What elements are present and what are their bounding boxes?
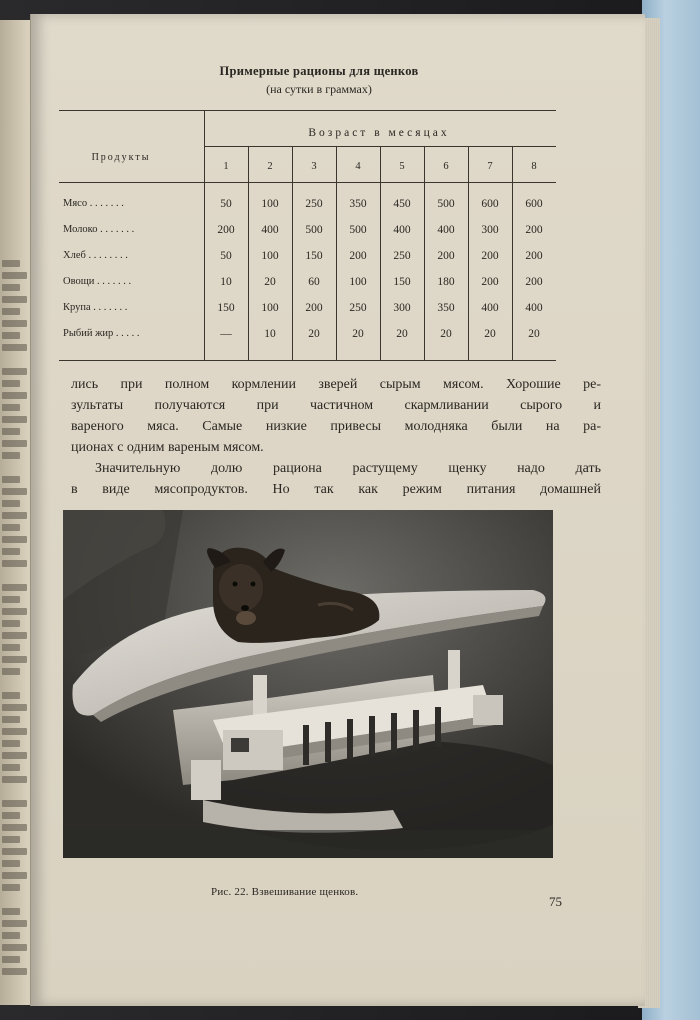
table-cell: 200 bbox=[217, 224, 235, 236]
puppy-weighing-photo bbox=[63, 510, 553, 858]
table-cell: 100 bbox=[261, 198, 279, 210]
left-page-text-fragment bbox=[2, 884, 20, 891]
table-cell: 10 bbox=[264, 328, 276, 340]
header-bottom-rule bbox=[59, 182, 556, 183]
table-cell: 10 bbox=[220, 276, 232, 288]
text-line: лись при полном кормлении зверей сырым мясом. Хорошие ре- bbox=[71, 377, 601, 392]
book-page bbox=[30, 14, 645, 1006]
age-column-header: 6 bbox=[443, 161, 449, 172]
table-cell: 200 bbox=[525, 276, 543, 288]
table-cell: 400 bbox=[393, 224, 411, 236]
left-page-text-fragment bbox=[2, 620, 20, 627]
left-page-text-fragment bbox=[2, 416, 27, 423]
left-page-text-fragment bbox=[2, 560, 27, 567]
page-number: 75 bbox=[549, 894, 562, 909]
text-line: Значительную долю рациона растущему щенку надо дать bbox=[95, 461, 601, 476]
paragraph-2 bbox=[71, 458, 601, 500]
left-page-text-fragment bbox=[2, 476, 20, 483]
age-column-header: 2 bbox=[267, 161, 273, 172]
left-page-text-fragment bbox=[2, 860, 20, 867]
table-cell: 20 bbox=[440, 328, 452, 340]
age-column-header: 4 bbox=[355, 161, 361, 172]
left-page-text-fragment bbox=[2, 956, 20, 963]
table-cell: 200 bbox=[481, 276, 499, 288]
left-page-text-fragment bbox=[2, 428, 20, 435]
product-label: Хлеб . . . . . . . . bbox=[63, 250, 128, 261]
left-page-text-fragment bbox=[2, 308, 20, 315]
table-cell: 500 bbox=[437, 198, 455, 210]
left-page-text-fragment bbox=[2, 296, 27, 303]
table-cell: 20 bbox=[484, 328, 496, 340]
product-label: Овощи . . . . . . . bbox=[63, 276, 132, 287]
left-page-text-fragment bbox=[2, 392, 27, 399]
table-cell: 350 bbox=[349, 198, 367, 210]
puppy-on-scale-illustration bbox=[63, 510, 553, 858]
left-page-text-fragment bbox=[2, 812, 20, 819]
table-cell: 250 bbox=[349, 302, 367, 314]
left-page-text-fragment bbox=[2, 644, 20, 651]
table-cell: 60 bbox=[308, 276, 320, 288]
table-cell: 300 bbox=[393, 302, 411, 314]
age-header: Возраст в месяцах bbox=[308, 127, 450, 139]
left-page-text-fragment bbox=[2, 452, 20, 459]
left-page-text-fragment bbox=[2, 944, 27, 951]
products-header: Продукты bbox=[91, 152, 151, 163]
table-cell: 400 bbox=[437, 224, 455, 236]
paragraph-1 bbox=[71, 374, 601, 458]
left-page-text-fragment bbox=[2, 872, 27, 879]
table-cell: — bbox=[220, 328, 232, 340]
product-label: Крупа . . . . . . . bbox=[63, 302, 128, 313]
left-page-text-fragment bbox=[2, 728, 27, 735]
text-line: в виде мясопродуктов. Но так как режим питания домашней bbox=[71, 482, 601, 497]
left-page-text-fragment bbox=[2, 632, 27, 639]
table-cell: 50 bbox=[220, 250, 232, 262]
left-page-text-fragment bbox=[2, 800, 27, 807]
table-title: Примерные рационы для щенков bbox=[219, 64, 419, 78]
left-page-text-fragment bbox=[2, 584, 27, 591]
product-label: Рыбий жир . . . . . bbox=[63, 328, 140, 339]
left-page-text-fragment bbox=[2, 704, 27, 711]
left-page-text-fragment bbox=[2, 668, 20, 675]
table-cell: 200 bbox=[525, 224, 543, 236]
table-cell: 200 bbox=[525, 250, 543, 262]
product-label: Мясо . . . . . . . bbox=[63, 198, 124, 209]
left-page-text-fragment bbox=[2, 524, 20, 531]
table-cell: 500 bbox=[349, 224, 367, 236]
left-page-text-fragment bbox=[2, 692, 20, 699]
left-page-text-fragment bbox=[2, 656, 27, 663]
table-cell: 250 bbox=[393, 250, 411, 262]
table-cell: 100 bbox=[261, 250, 279, 262]
left-page-text-fragment bbox=[2, 536, 27, 543]
age-column-header: 3 bbox=[311, 161, 317, 172]
left-page-text-fragment bbox=[2, 404, 20, 411]
table-cell: 600 bbox=[481, 198, 499, 210]
table-cell: 200 bbox=[481, 250, 499, 262]
age-column-header: 5 bbox=[399, 161, 405, 172]
table-cell: 600 bbox=[525, 198, 543, 210]
table-cell: 200 bbox=[305, 302, 323, 314]
left-page-text-fragment bbox=[2, 488, 27, 495]
table-cell: 450 bbox=[393, 198, 411, 210]
left-page-text-fragment bbox=[2, 908, 20, 915]
text-line: зультаты получаются при частичном скармливании сырого и bbox=[71, 398, 601, 413]
table-cell: 400 bbox=[261, 224, 279, 236]
left-page-text-fragment bbox=[2, 320, 27, 327]
left-page-text-fragment bbox=[2, 332, 20, 339]
table-cell: 250 bbox=[305, 198, 323, 210]
table-cell: 100 bbox=[349, 276, 367, 288]
text-line: вареного мяса. Самые низкие привесы молодняка были на ра- bbox=[71, 419, 601, 434]
age-column-header: 1 bbox=[223, 161, 229, 172]
left-page-text-fragment bbox=[2, 836, 20, 843]
left-page-text-fragment bbox=[2, 596, 20, 603]
left-page-text-fragment bbox=[2, 716, 20, 723]
table-cell: 20 bbox=[352, 328, 364, 340]
table-subtitle: (на сутки в граммах) bbox=[266, 82, 372, 96]
table-cell: 300 bbox=[481, 224, 499, 236]
table-cell: 20 bbox=[308, 328, 320, 340]
left-page-text-fragment bbox=[2, 548, 20, 555]
table-cell: 200 bbox=[437, 250, 455, 262]
left-page-text-fragment bbox=[2, 440, 27, 447]
table-cell: 150 bbox=[305, 250, 323, 262]
left-page-text-fragment bbox=[2, 284, 20, 291]
table-bottom-rule bbox=[59, 360, 556, 361]
left-page-text-fragment bbox=[2, 740, 20, 747]
age-column-header: 7 bbox=[487, 161, 493, 172]
left-page-text-fragment bbox=[2, 344, 27, 351]
left-page-text-fragment bbox=[2, 932, 20, 939]
table-cell: 180 bbox=[437, 276, 455, 288]
table-top-rule bbox=[59, 110, 556, 111]
table-cell: 50 bbox=[220, 198, 232, 210]
left-page-text-fragment bbox=[2, 260, 20, 267]
left-page-text-fragment bbox=[2, 368, 27, 375]
table-cell: 150 bbox=[217, 302, 235, 314]
table-cell: 20 bbox=[528, 328, 540, 340]
left-page-text-fragment bbox=[2, 512, 27, 519]
left-page-text-fragment bbox=[2, 920, 27, 927]
table-cell: 20 bbox=[396, 328, 408, 340]
table-cell: 20 bbox=[264, 276, 276, 288]
left-page-text-fragment bbox=[2, 608, 27, 615]
left-page-text-fragment bbox=[2, 776, 27, 783]
left-page-text-fragment bbox=[2, 500, 20, 507]
left-page-text-fragment bbox=[2, 968, 27, 975]
table-cell: 400 bbox=[481, 302, 499, 314]
figure-caption: Рис. 22. Взвешивание щенков. bbox=[211, 886, 359, 898]
left-page-text-fragment bbox=[2, 848, 27, 855]
table-cell: 200 bbox=[349, 250, 367, 262]
table-cell: 500 bbox=[305, 224, 323, 236]
left-page-text-fragment bbox=[2, 764, 20, 771]
left-page-text-fragment bbox=[2, 380, 20, 387]
table-cell: 100 bbox=[261, 302, 279, 314]
age-column-header: 8 bbox=[531, 161, 537, 172]
text-line: ционах с одним вареным мясом. bbox=[71, 440, 264, 455]
table-cell: 350 bbox=[437, 302, 455, 314]
product-label: Молоко . . . . . . . bbox=[63, 224, 135, 235]
left-page-text-fragment bbox=[2, 752, 27, 759]
left-page-text-fragment bbox=[2, 824, 27, 831]
table-cell: 150 bbox=[393, 276, 411, 288]
table-cell: 400 bbox=[525, 302, 543, 314]
left-page-text-fragment bbox=[2, 272, 27, 279]
